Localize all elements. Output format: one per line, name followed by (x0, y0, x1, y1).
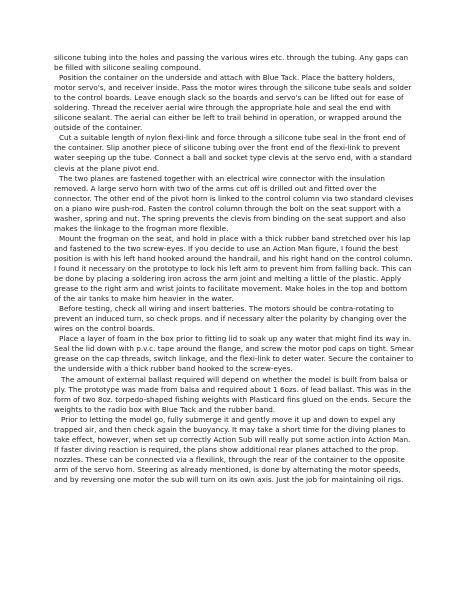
document-page (54, 53, 416, 485)
paragraph-1: silicone tubing into the holes and passing the various wires etc. through the tubing. Any gaps can be filled with silicone sealing compound. (54, 53, 409, 73)
paragraph-6: Before testing, check all wiring and insert batteries. The motors should be contra-rotating to prevent an induced turn, so check props. and if necessary alter the polarity by changing over the wires on the control boards. (54, 304, 407, 334)
paragraph-3: Cut a suitable length of nylon flexi-link and force through a silicone tube seal in the front end of the container. Slip another piece of silicone tubing over the front end of the flexi-link to prevent water seeping up the tube. Connect a ball and socket type clevis at the servo end, with a standard clevis at the plane pivot end. (54, 133, 412, 173)
paragraph-9: Prior to letting the model go, fully submerge it and gently move it up and down to expel any trapped air, and then check again the buoyancy. It may take a short time for the diving planes to take effect, however, when set up correctly Action Sub will really put some action into Action Man. If faster diving reaction is required, the plans show additional rear planes attached to the prop. nozzles. These can be connected via a flexilink, through the rear of the container to the opposite arm of the servo horn. Steering as already mentioned, is done by alternating the motor speeds, and by reversing one motor the sub will turn on its own axis. Just the job for maintaining oil rigs. (54, 414, 411, 484)
paragraph-8: The amount of external ballast required will depend on whether the model is built from balsa or ply. The prototype was made from balsa and required about 1 6ozs. of lead ballast. This was in the form of two 8oz. torpedo-shaped fishing weights with Plasticard fins glued on the ends. Secure the weights to the radio box with Blue Tack and the rubber band. (54, 374, 412, 414)
paragraph-5: Mount the frogman on the seat, and hold in place with a thick rubber band stretched over his lap and fastened to the two screw-eyes. If you decide to use an Action Man figure, I found the best position is with his left hand hooked around the handrail, and his right hand on the control column. I found it necessary on the prototype to lock his left arm to prevent him from falling back. This can be done by placing a soldering iron across the arm joint and melting a little of the plastic. Apply grease to the right arm and wrist joints to facilitate movement. Make holes in the top and bottom of the air tanks to make him heavier in the water. (54, 233, 413, 304)
paragraph-2: Position the container on the underside and attach with Blue Tack. Place the battery holders, motor servo's, and receiver inside. Pass the motor wires through the silicone tube seals and solder to the control boards. Leave enough slack so the boards and servo's can be lifted out for ease of soldering. Thread the receiver aerial wire through the appropriate hole and seal the end with silicone sealant. The aerial can either be left to trail behind in operation, or wrapped around the outside of the container. (54, 73, 412, 133)
paragraph-7: Place a layer of foam in the box prior to fitting lid to soak up any water that might find its way in. Seal the lid down with p.v.c. tape around the flange, and screw the motor pod caps on tight. Smear grease on the cap threads, switch linkage, and the flexi-link to deter water. Secure the container to the underside with a thick rubber band hooked to the screw-eyes. (54, 334, 414, 374)
paragraph-4: The two planes are fastened together with an electrical wire connector with the insulation removed. A large servo horn with two of the arms cut off is drilled out and fitted over the connector. The other end of the pivot horn is linked to the control column via two standard clevises on a piano wire push-rod. Fasten the control column through the bolt on the seat support with a washer, spring and nut. The spring prevents the clevis from binding on the seat support and also makes the linkage to the frogman more flexible. (54, 173, 414, 233)
